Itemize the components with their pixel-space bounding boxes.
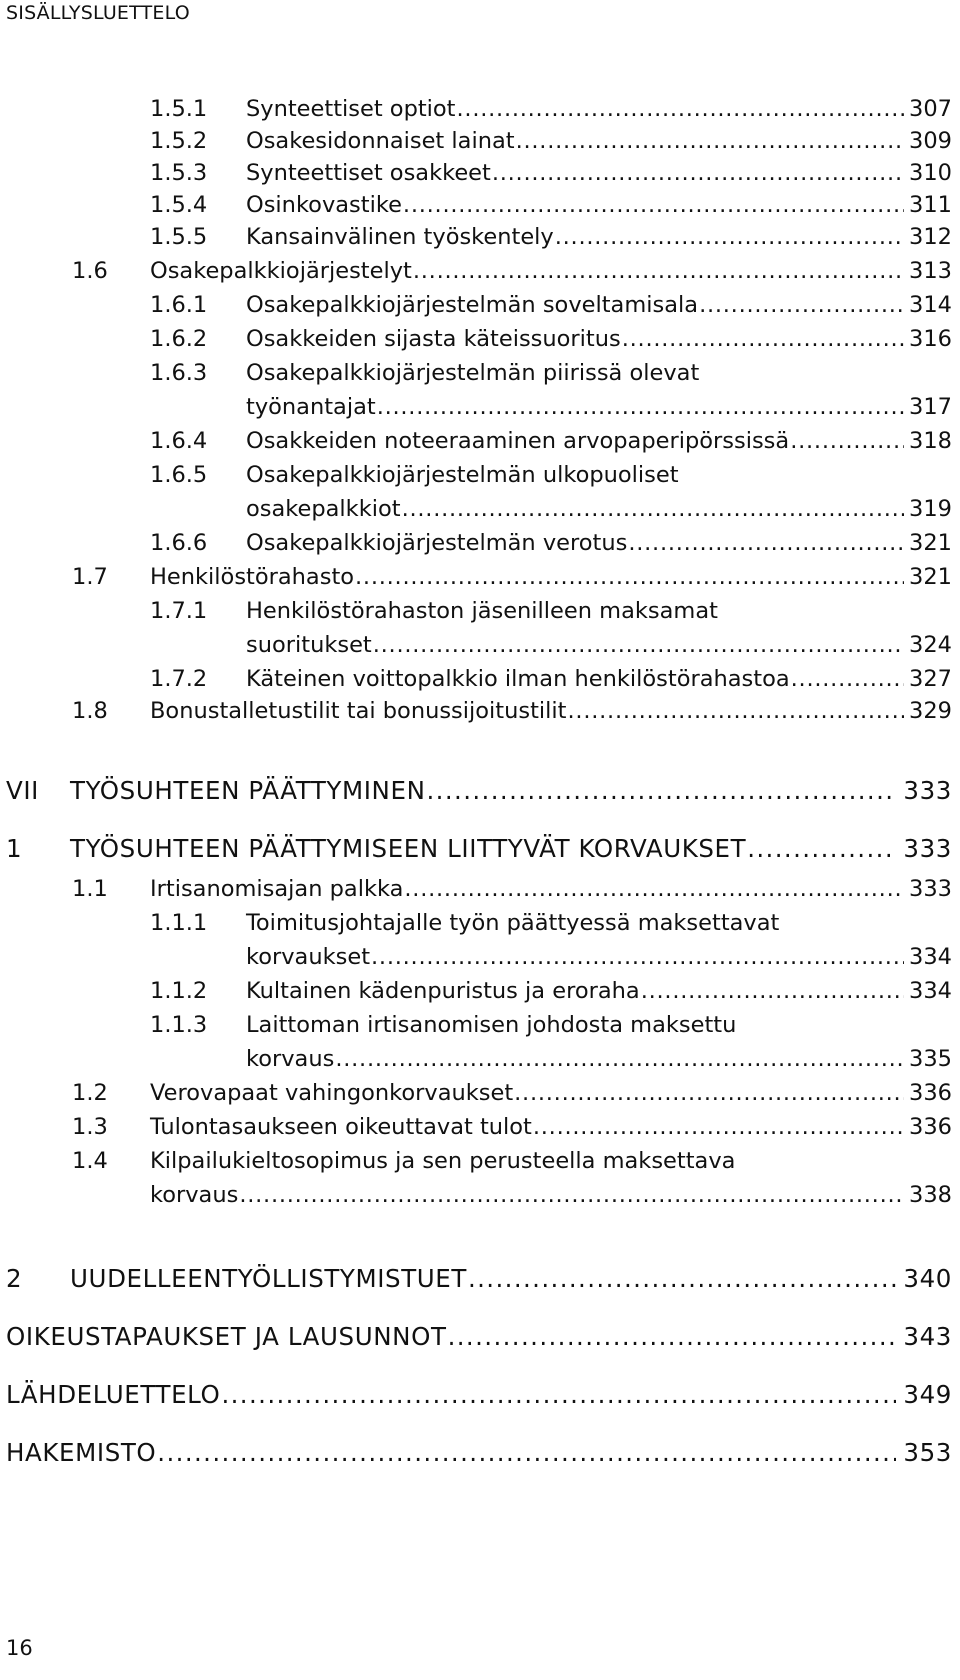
toc-entry-page: 313 — [909, 258, 952, 284]
toc-entry[interactable] — [150, 662, 952, 696]
toc-entry[interactable] — [150, 92, 952, 126]
toc-entry-number: 1.3 — [72, 1114, 108, 1140]
dot-leader — [448, 1320, 896, 1354]
page-header: SISÄLLYSLUETTELO — [6, 2, 190, 24]
toc-entry-number: 1.7 — [72, 564, 108, 590]
dot-leader — [427, 774, 897, 808]
dot-leader — [516, 124, 904, 158]
toc-entry-page: 321 — [909, 530, 952, 556]
toc-entry-title: Henkilöstörahaston jäsenilleen maksamat — [246, 598, 718, 624]
dot-leader — [468, 1262, 896, 1296]
toc-entry-page: 312 — [909, 224, 952, 250]
dot-leader — [413, 254, 904, 288]
toc-entry-title: LÄHDELUETTELO — [6, 1380, 221, 1409]
toc-entry-number: 1.1.3 — [150, 1012, 208, 1038]
toc-entry[interactable] — [150, 458, 952, 492]
toc-entry-number: 1.6.1 — [150, 292, 208, 318]
toc-entry-page: 333 — [903, 776, 952, 805]
dot-leader — [157, 1436, 896, 1470]
toc-entry-page: 343 — [903, 1322, 952, 1351]
toc-entry-title: TYÖSUHTEEN PÄÄTTYMINEN — [70, 776, 426, 805]
page-number: 16 — [6, 1636, 33, 1660]
toc-entry-number: 1.7.1 — [150, 598, 208, 624]
dot-leader — [221, 1378, 896, 1412]
toc-entry[interactable] — [150, 424, 952, 458]
toc-entry-title: OIKEUSTAPAUKSET JA LAUSUNNOT — [6, 1322, 447, 1351]
toc-entry-page: 336 — [909, 1114, 952, 1140]
toc-backmatter[interactable] — [6, 1320, 952, 1354]
dot-leader — [402, 492, 904, 526]
dot-leader — [514, 1076, 904, 1110]
toc-entry[interactable] — [150, 322, 952, 356]
toc-entry-title: Osakesidonnaiset lainat — [246, 128, 515, 154]
toc-entry[interactable] — [150, 356, 952, 390]
toc-entry-title: Käteinen voittopalkkio ilman henkilöstörahastoa — [246, 666, 790, 692]
toc-entry-number: 1.6.3 — [150, 360, 208, 386]
dot-leader — [533, 1110, 904, 1144]
toc-entry-title: Verovapaat vahingonkorvaukset — [150, 1080, 514, 1106]
dot-leader — [791, 662, 904, 696]
toc-chapter[interactable] — [6, 774, 952, 808]
toc-entry-number: 2 — [6, 1264, 23, 1293]
dot-leader — [492, 156, 904, 190]
toc-entry-title: työnantajat — [246, 394, 376, 420]
dot-leader — [628, 526, 904, 560]
toc-entry-title: Osakepalkkiojärjestelmän ulkopuoliset — [246, 462, 679, 488]
dot-leader — [335, 1042, 904, 1076]
toc-entry-number: 1.5.4 — [150, 192, 208, 218]
toc-entry[interactable] — [246, 492, 952, 526]
toc-entry[interactable] — [150, 188, 952, 222]
toc-entry-page: 333 — [903, 834, 952, 863]
dot-leader — [555, 220, 904, 254]
dot-leader — [404, 872, 904, 906]
toc-entry-page: 338 — [909, 1182, 952, 1208]
dot-leader — [457, 92, 904, 126]
toc-entry-page: 310 — [909, 160, 952, 186]
toc-entry-number: 1.5.1 — [150, 96, 208, 122]
toc-entry[interactable] — [150, 1008, 952, 1042]
toc-entry-number: 1.5.2 — [150, 128, 208, 154]
dot-leader — [371, 940, 904, 974]
toc-entry[interactable] — [72, 694, 952, 728]
toc-entry-title: Kilpailukieltosopimus ja sen perusteella maksettava — [150, 1148, 736, 1174]
toc-entry-number: 1.4 — [72, 1148, 108, 1174]
toc-entry[interactable] — [246, 940, 952, 974]
toc-entry-title: suoritukset — [246, 632, 372, 658]
toc-entry-title: Tulontasaukseen oikeuttavat tulot — [150, 1114, 532, 1140]
toc-entry-page: 318 — [909, 428, 952, 454]
toc-entry-number: 1.5.5 — [150, 224, 208, 250]
toc-entry-page: 329 — [909, 698, 952, 724]
dot-leader — [239, 1178, 904, 1212]
toc-entry-page: 336 — [909, 1080, 952, 1106]
toc-entry-page: 327 — [909, 666, 952, 692]
toc-chapter[interactable] — [6, 832, 952, 866]
toc-entry-page: 319 — [909, 496, 952, 522]
toc-entry-number: 1.7.2 — [150, 666, 208, 692]
toc-entry[interactable] — [246, 390, 952, 424]
toc-entry[interactable] — [150, 220, 952, 254]
dot-leader — [377, 390, 904, 424]
toc-entry[interactable] — [150, 526, 952, 560]
toc-entry-title: Laittoman irtisanomisen johdosta maksettu — [246, 1012, 737, 1038]
toc-entry[interactable] — [150, 156, 952, 190]
toc-entry-title: Osakepalkkiojärjestelmän piirissä olevat — [246, 360, 700, 386]
dot-leader — [568, 694, 904, 728]
toc-entry-number: 1.1 — [72, 876, 108, 902]
toc-entry[interactable] — [150, 906, 952, 940]
toc-entry[interactable] — [150, 124, 952, 158]
toc-entry-number: 1.6.4 — [150, 428, 208, 454]
toc-entry-number: 1.6.2 — [150, 326, 208, 352]
toc-entry-title: korvaus — [246, 1046, 335, 1072]
dot-leader — [790, 424, 904, 458]
toc-entry-page: 317 — [909, 394, 952, 420]
dot-leader — [622, 322, 904, 356]
toc-backmatter[interactable] — [6, 1378, 952, 1412]
toc-entry[interactable] — [246, 1042, 952, 1076]
toc-entry-number: 1.1.2 — [150, 978, 208, 1004]
toc-entry-number: 1.2 — [72, 1080, 108, 1106]
toc-entry-number: 1.6.6 — [150, 530, 208, 556]
dot-leader — [355, 560, 904, 594]
toc-entry-number: VII — [6, 776, 40, 805]
toc-entry-title: Osakepalkkiojärjestelmän verotus — [246, 530, 628, 556]
toc-entry-title: Irtisanomisajan palkka — [150, 876, 404, 902]
dot-leader — [699, 288, 904, 322]
toc-entry-page: 314 — [909, 292, 952, 318]
dot-leader — [747, 832, 896, 866]
toc-entry[interactable] — [72, 872, 952, 906]
toc-entry-number: 1 — [6, 834, 23, 863]
toc-entry-page: 333 — [909, 876, 952, 902]
dot-leader — [403, 188, 904, 222]
toc-backmatter[interactable] — [6, 1436, 952, 1470]
toc-chapter[interactable] — [6, 1262, 952, 1296]
toc-entry-number: 1.6.5 — [150, 462, 208, 488]
toc-entry-number: 1.5.3 — [150, 160, 208, 186]
toc-entry-title: Henkilöstörahasto — [150, 564, 355, 590]
toc-entry[interactable] — [72, 254, 952, 288]
toc-entry-title: korvaus — [150, 1182, 239, 1208]
toc-entry[interactable] — [150, 594, 952, 628]
toc-entry-title: Osakepalkkiojärjestelmän soveltamisala — [246, 292, 699, 318]
toc-entry[interactable] — [246, 628, 952, 662]
toc-entry-title: Osakkeiden noteeraaminen arvopaperipörssissä — [246, 428, 790, 454]
toc-entry-title: Synteettiset optiot — [246, 96, 456, 122]
toc-entry-title: HAKEMISTO — [6, 1438, 157, 1467]
toc-entry-title: Bonustalletustilit tai bonussijoitustilit — [150, 698, 567, 724]
toc-entry-title: Synteettiset osakkeet — [246, 160, 491, 186]
toc-entry-title: korvaukset — [246, 944, 371, 970]
toc-entry-page: 316 — [909, 326, 952, 352]
toc-entry-title: Toimitusjohtajalle työn päättyessä maksettavat — [246, 910, 780, 936]
dot-leader — [641, 974, 904, 1008]
toc-entry[interactable] — [150, 974, 952, 1008]
dot-leader — [373, 628, 904, 662]
toc-entry-page: 335 — [909, 1046, 952, 1072]
toc-entry-page: 307 — [909, 96, 952, 122]
toc-entry-title: osakepalkkiot — [246, 496, 401, 522]
toc-entry-title: Osakkeiden sijasta käteissuoritus — [246, 326, 621, 352]
toc-entry[interactable] — [72, 1110, 952, 1144]
toc-entry-title: TYÖSUHTEEN PÄÄTTYMISEEN LIITTYVÄT KORVAUKSET — [70, 834, 747, 863]
toc-entry-page: 334 — [909, 978, 952, 1004]
toc-entry[interactable] — [72, 1144, 952, 1178]
toc-entry-number: 1.1.1 — [150, 910, 208, 936]
toc-entry-page: 309 — [909, 128, 952, 154]
toc-entry-title: Kansainvälinen työskentely — [246, 224, 554, 250]
toc-entry[interactable] — [150, 1178, 952, 1212]
toc-entry-page: 311 — [909, 192, 952, 218]
toc-entry[interactable] — [72, 560, 952, 594]
toc-entry-title: Osakepalkkiojärjestelyt — [150, 258, 412, 284]
toc-entry-number: 1.6 — [72, 258, 108, 284]
toc-entry-page: 334 — [909, 944, 952, 970]
toc-entry[interactable] — [72, 1076, 952, 1110]
toc-entry-page: 340 — [903, 1264, 952, 1293]
toc-entry-number: 1.8 — [72, 698, 108, 724]
toc-entry[interactable] — [150, 288, 952, 322]
toc-entry-page: 353 — [903, 1438, 952, 1467]
toc-entry-page: 349 — [903, 1380, 952, 1409]
toc-entry-title: UUDELLEENTYÖLLISTYMISTUET — [70, 1264, 467, 1293]
toc-entry-title: Osinkovastike — [246, 192, 402, 218]
toc-entry-page: 324 — [909, 632, 952, 658]
toc-entry-page: 321 — [909, 564, 952, 590]
toc-entry-title: Kultainen kädenpuristus ja eroraha — [246, 978, 640, 1004]
